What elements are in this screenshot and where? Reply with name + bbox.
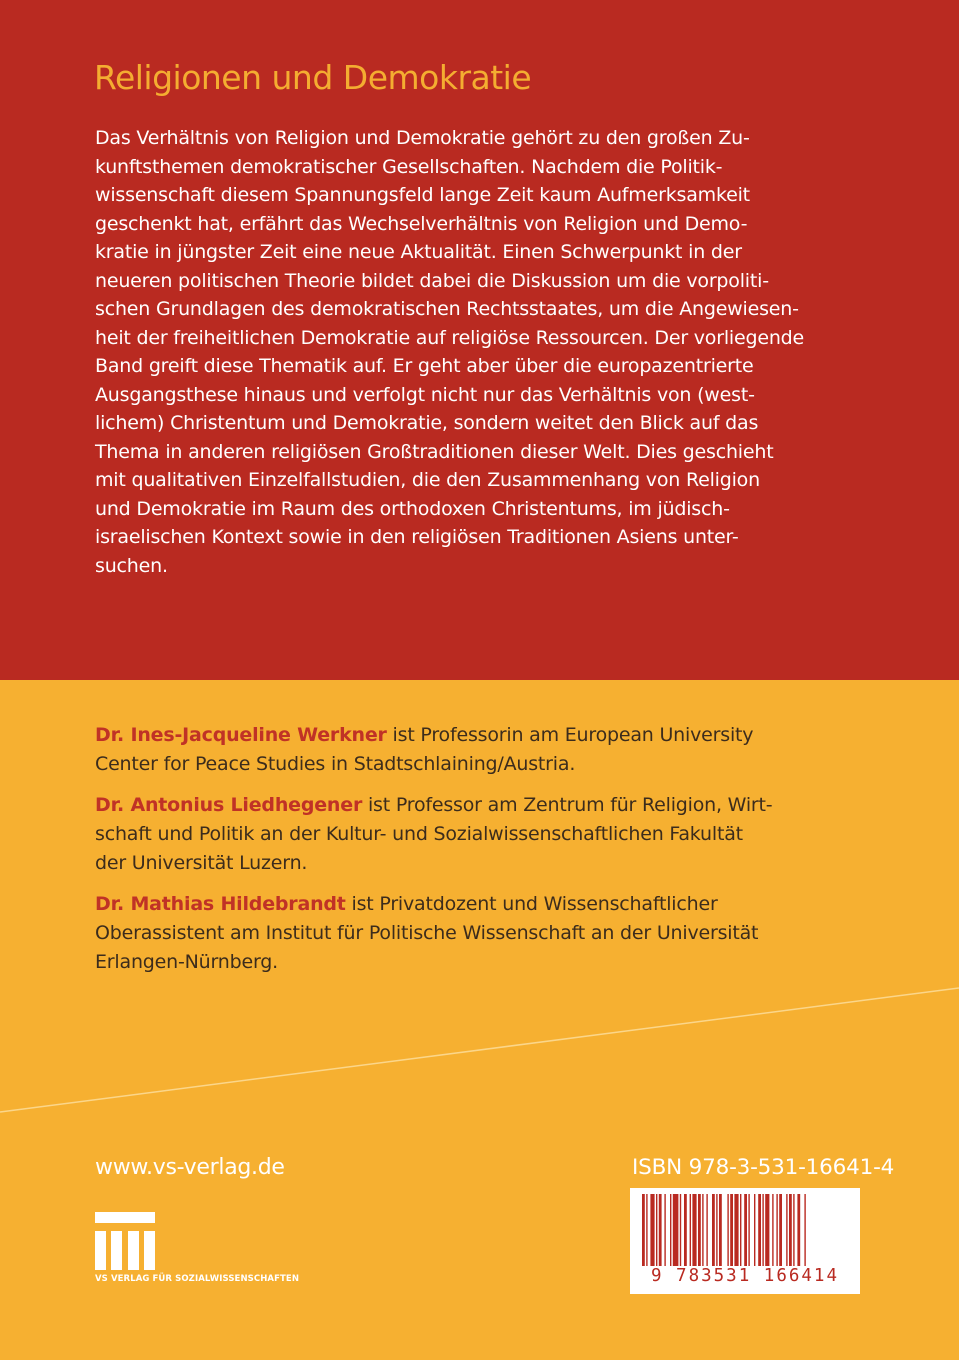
book-title: Religionen und Demokratie	[94, 58, 532, 97]
blurb-line: und Demokratie im Raum des orthodoxen Christentums, im jüdisch-	[95, 497, 730, 520]
blurb-line: geschenkt hat, erfährt das Wechselverhältnis von Religion und Demo-	[95, 212, 748, 235]
blurb-line: kunftsthemen demokratischer Gesellschaften. Nachdem die Politik-	[95, 155, 723, 178]
blurb-line: Band greift diese Thematik auf. Er geht aber über die europazentrierte	[95, 355, 754, 377]
barcode-bar	[702, 1194, 703, 1266]
barcode-bar	[680, 1194, 681, 1266]
author-bio-line: der Universität Luzern.	[95, 852, 308, 874]
author-bio-line	[95, 791, 915, 820]
author-bio-text: ist Professorin am European University	[386, 724, 754, 746]
barcode-bar	[789, 1194, 792, 1266]
barcode-bar	[772, 1194, 773, 1266]
barcode-bar	[684, 1194, 687, 1266]
author-bio	[95, 791, 915, 878]
barcode-number: 9 783531 166414	[650, 1266, 840, 1286]
publisher-url: www.vs-verlag.de	[95, 1155, 285, 1180]
barcode-bar	[673, 1194, 679, 1266]
barcode-bar	[793, 1194, 794, 1266]
barcode-bar	[779, 1194, 782, 1266]
barcode	[630, 1188, 860, 1294]
author-name: Dr. Ines-Jacqueline Werkner	[95, 724, 387, 746]
blurb-line: neueren politischen Theorie bildet dabei die Diskussion um die vorpoliti-	[95, 269, 769, 292]
barcode-bar	[646, 1194, 647, 1266]
blurb-text	[95, 124, 895, 580]
barcode-bar	[727, 1194, 728, 1266]
barcode-bar	[692, 1194, 696, 1266]
blurb-line: Das Verhältnis von Religion und Demokratie gehört zu den großen Zu-	[95, 127, 750, 149]
barcode-bar	[719, 1194, 722, 1266]
blurb-line: mit qualitativen Einzelfallstudien, die den Zusammenhang von Religion	[95, 469, 760, 491]
barcode-bar	[664, 1194, 665, 1266]
author-name: Dr. Antonius Liedhegener	[95, 794, 363, 816]
blurb-line: suchen.	[95, 554, 168, 577]
diagonal-line	[0, 940, 959, 1120]
barcode-bar	[650, 1194, 654, 1266]
barcode-bar	[748, 1194, 749, 1266]
blurb-line: Thema in anderen religiösen Großtraditionen dieser Welt. Dies geschieht	[95, 440, 774, 463]
barcode-bar	[754, 1194, 755, 1266]
barcode-bar	[706, 1194, 707, 1266]
blurb-line: israelischen Kontext sowie in den religiösen Traditionen Asiens unter-	[95, 526, 739, 548]
barcode-bar	[690, 1194, 691, 1266]
blurb-line: schen Grundlagen des demokratischen Rechtsstaates, um die Angewiesen-	[95, 298, 799, 320]
publisher-logo-icon	[95, 1212, 155, 1270]
barcode-bar	[730, 1194, 733, 1266]
barcode-bar	[797, 1194, 800, 1266]
blurb-line: lichem) Christentum und Demokratie, sondern weitet den Blick auf das	[95, 412, 759, 434]
barcode-bar	[762, 1194, 763, 1266]
publisher-name: VS VERLAG FÜR SOZIALWISSENSCHAFTEN	[95, 1274, 300, 1284]
author-bio-line	[95, 721, 915, 750]
author-bio	[95, 721, 915, 779]
barcode-bar	[712, 1194, 715, 1266]
barcode-bar	[804, 1194, 805, 1266]
barcode-bar	[744, 1194, 747, 1266]
author-bio-line: Erlangen-Nürnberg.	[95, 951, 278, 973]
author-bio-line	[95, 890, 915, 919]
blurb-line: wissenschaft diesem Spannungsfeld lange Zeit kaum Aufmerksamkeit	[95, 184, 750, 206]
blurb-line: heit der freiheitlichen Demokratie auf religiöse Ressourcen. Der vorliegende	[95, 326, 805, 349]
barcode-bar	[758, 1194, 761, 1266]
author-name: Dr. Mathias Hildebrandt	[95, 893, 346, 915]
barcode-bar	[776, 1194, 777, 1266]
barcode-bar	[698, 1194, 701, 1266]
barcode-bars	[640, 1194, 850, 1266]
barcode-bar	[656, 1194, 657, 1266]
barcode-bar	[716, 1194, 717, 1266]
blurb-line: Ausgangsthese hinaus und verfolgt nicht nur das Verhältnis von (west-	[95, 383, 755, 406]
author-bio-line: Oberassistent am Institut für Politische Wissenschaft an der Universität	[95, 922, 759, 944]
barcode-bar	[740, 1194, 741, 1266]
barcode-bar	[670, 1194, 671, 1266]
author-bio-line: Center for Peace Studies in Stadtschlaining/Austria.	[95, 753, 576, 775]
barcode-bar	[734, 1194, 738, 1266]
barcode-bar	[659, 1194, 662, 1266]
barcode-bar	[786, 1194, 787, 1266]
isbn-label: ISBN 978-3-531-16641-4	[632, 1155, 895, 1180]
author-bio-line: schaft und Politik an der Kultur- und Sozialwissenschaftlichen Fakultät	[95, 823, 743, 845]
author-bio-text: ist Privatdozent und Wissenschaftlicher	[345, 893, 718, 915]
barcode-bar	[765, 1194, 769, 1266]
barcode-bar	[642, 1194, 645, 1266]
author-bio-text: ist Professor am Zentrum für Religion, Wirt-	[362, 794, 773, 816]
blurb-line: kratie in jüngster Zeit eine neue Aktualität. Einen Schwerpunkt in der	[95, 241, 742, 263]
